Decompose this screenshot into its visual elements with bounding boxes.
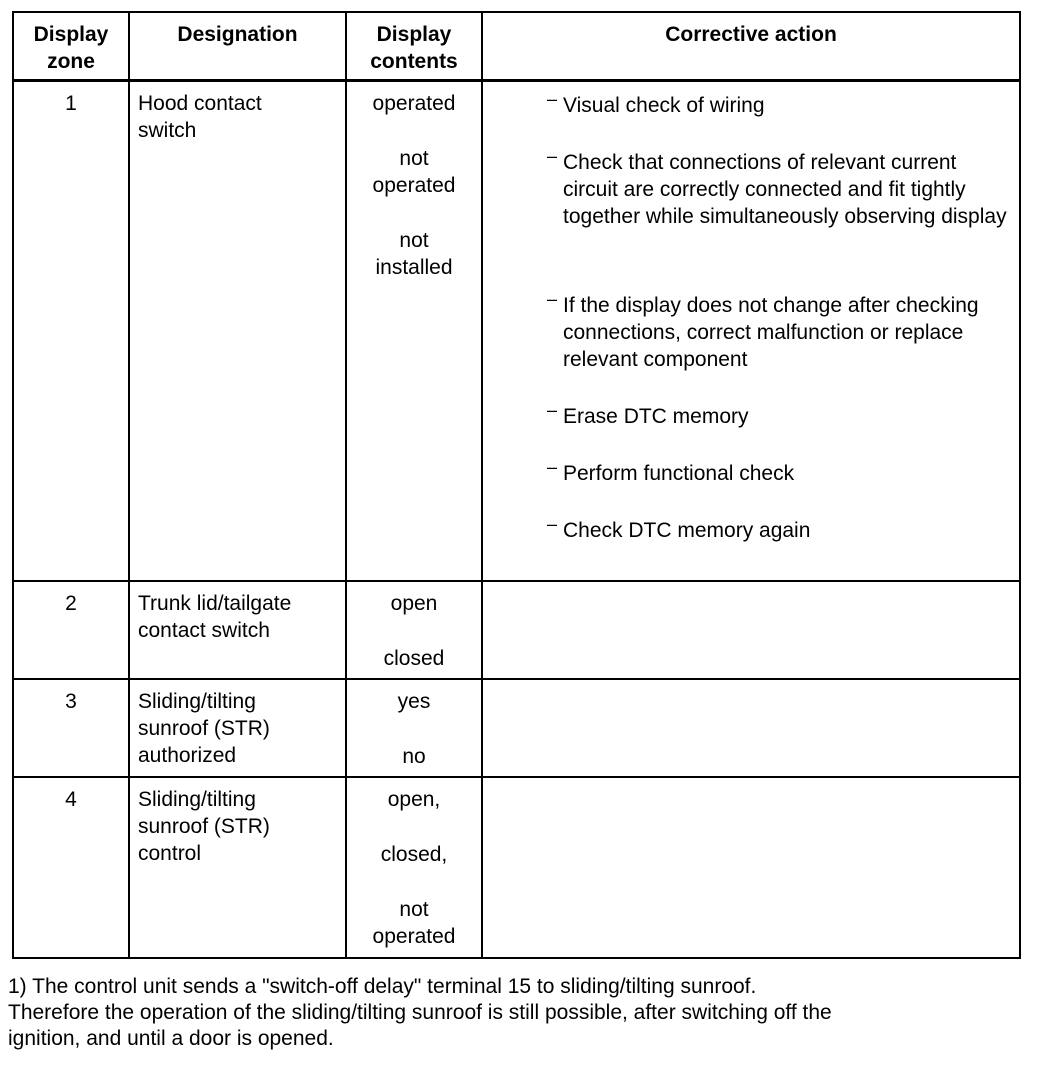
action-item: – Visual check of wiring — [545, 92, 1011, 119]
designation-cell: Trunk lid/tailgate contact switch — [129, 581, 346, 679]
dash-bullet: – — [547, 399, 558, 420]
contents-cell: open closed — [346, 581, 482, 679]
dash-bullet: – — [547, 456, 558, 477]
action-item: – If the display does not change after checking connections, correct malfunction or replace relevant component — [545, 292, 1011, 373]
action-item: – Erase DTC memory — [545, 403, 1011, 430]
zone-cell: 4 — [13, 777, 129, 958]
designation-cell: Sliding/tilting sunroof (STR) authorized — [129, 679, 346, 777]
dash-bullet: – — [547, 145, 558, 166]
contents-cell: operated not operated not installed — [346, 80, 482, 581]
table-row — [13, 80, 1020, 581]
header-display-contents: Display contents — [346, 12, 482, 80]
table-row — [13, 777, 1020, 958]
zone-cell: 2 — [13, 581, 129, 679]
zone-cell: 3 — [13, 679, 129, 777]
footnote-line: 1) The control unit sends a "switch-off delay" terminal 15 to sliding/tilting sunroof. — [8, 975, 757, 998]
footnote — [8, 974, 1048, 1052]
contents-cell: yes no — [346, 679, 482, 777]
dash-bullet: – — [547, 288, 558, 309]
footnote-line: ignition, and until a door is opened. — [8, 1027, 334, 1050]
display-zone-table — [12, 11, 1021, 959]
designation-cell: Sliding/tilting sunroof (STR) control — [129, 777, 346, 958]
table-row — [13, 581, 1020, 679]
action-item: – Check DTC memory again — [545, 517, 1011, 544]
table-row — [13, 679, 1020, 777]
dash-bullet: – — [547, 513, 558, 534]
action-item: – Check that connections of relevant current circuit are correctly connected and fit tightly together while simultaneously observing display — [545, 149, 1011, 230]
corrective-action-cell — [482, 581, 1020, 679]
action-item: – Perform functional check — [545, 460, 1011, 487]
dash-bullet: – — [547, 88, 558, 109]
header-corrective-action: Corrective action — [482, 12, 1020, 80]
corrective-action-cell — [482, 80, 1020, 581]
contents-cell: open, closed, not operated — [346, 777, 482, 958]
table-header-row — [13, 12, 1020, 80]
corrective-action-cell — [482, 777, 1020, 958]
corrective-action-cell — [482, 679, 1020, 777]
footnote-line: Therefore the operation of the sliding/tilting sunroof is still possible, after switching off the — [8, 1001, 832, 1024]
header-display-zone: Display zone — [13, 12, 129, 80]
designation-cell: Hood contact switch — [129, 80, 346, 581]
header-designation: Designation — [129, 12, 346, 80]
zone-cell: 1 — [13, 80, 129, 581]
